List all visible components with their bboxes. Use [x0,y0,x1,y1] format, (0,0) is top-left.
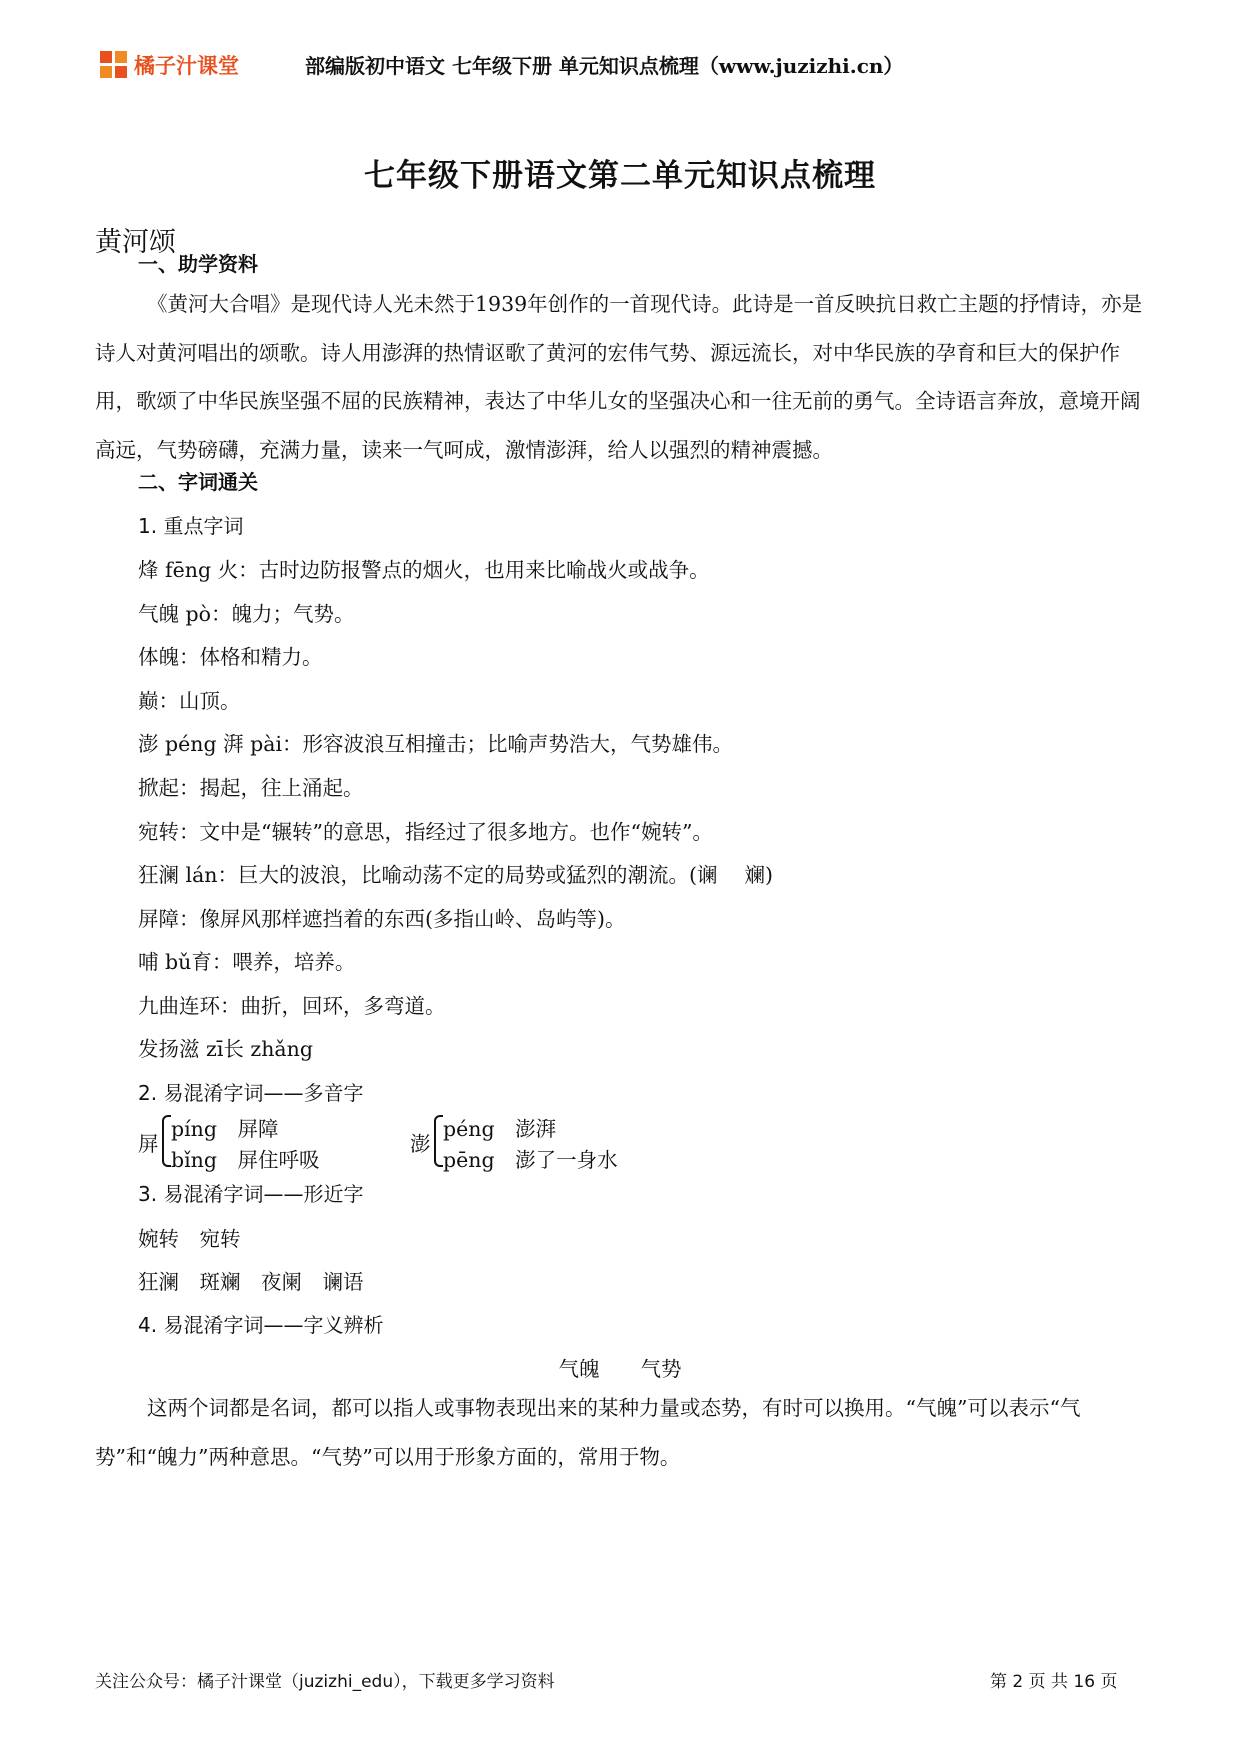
vocab-item: 巅：山顶。 [138,689,241,713]
header-title: 部编版初中语文 七年级下册 单元知识点梳理（www.juzizhi.cn） [305,54,904,78]
heading-study-materials: 一、助学资料 [138,252,258,276]
polyphone-reading: pēng 澎了一身水 [443,1148,618,1172]
similar-chars-line: 婉转 宛转 [138,1227,241,1251]
vocab-item: 狂澜 lán：巨大的波浪，比喻动荡不定的局势或猛烈的潮流。(谰 斓) [138,863,774,887]
word-pair: 气魄 气势 [558,1357,682,1381]
polyphone-char: 澎 [410,1132,431,1156]
vocab-item: 掀起：揭起，往上涌起。 [138,776,364,800]
brace-icon [434,1115,443,1167]
meaning-paragraph: 这两个词都是名词，都可以指人或事物表现出来的某种力量或态势，有时可以换用。“气魄”可以表示“气势”和“魄力”两种意思。“气势”可以用于形象方面的，常用于物。 [95,1396,1081,1469]
heading-vocabulary: 二、字词通关 [138,470,258,494]
page-number: 第 2 页 共 16 页 [990,1672,1118,1692]
intro-paragraph: 《黄河大合唱》是现代诗人光未然于1939年创作的一首现代诗。此诗是一首反映抗日救亡主题的抒情诗，亦是诗人对黄河唱出的颂歌。诗人用澎湃的热情讴歌了黄河的宏伟气势、源远流长，对中华民族的孕育和巨大的保护作用，歌颂了中华民族坚强不屈的民族精神，表达了中华儿女的坚强决心和一往无前的勇气。全诗语言奔放，意境开阔高远，气势磅礴，充满力量，读来一气呵成，激情澎湃，给人以强烈的精神震撼。 [95,292,1143,462]
polyphone-group [138,1112,388,1172]
logo-icon [100,51,128,79]
brand-logo [100,50,239,80]
document-title: 七年级下册语文第二单元知识点梳理 [364,158,876,194]
section-title: 黄河颂 [95,227,176,258]
vocab-item: 九曲连环：曲折，回环，多弯道。 [138,994,446,1018]
vocab-item: 屏障：像屏风那样遮挡着的东西(多指山岭、岛屿等)。 [138,907,626,931]
polyphone-group [410,1112,660,1172]
heading-meaning-analysis: 4. 易混淆字词——字义辨析 [138,1313,384,1337]
vocab-item: 宛转：文中是“辗转”的意思，指经过了很多地方。也作“婉转”。 [138,820,713,844]
heading-key-words: 1. 重点字词 [138,514,244,538]
vocab-item: 气魄 pò：魄力；气势。 [138,602,355,626]
brace-icon [162,1115,171,1167]
vocab-item: 体魄：体格和精力。 [138,645,323,669]
polyphone-reading: píng 屏障 [171,1117,279,1141]
vocab-item: 哺 bǔ育：喂养，培养。 [138,950,356,974]
polyphone-reading: bǐng 屏住呼吸 [171,1148,320,1172]
footer-follow-text: 关注公众号：橘子汁课堂（juzizhi_edu），下载更多学习资料 [95,1672,555,1692]
polyphone-reading: péng 澎湃 [443,1117,557,1141]
polyphone-char: 屏 [138,1132,159,1156]
heading-similar-chars: 3. 易混淆字词——形近字 [138,1182,364,1206]
similar-chars-line: 狂澜 斑斓 夜阑 谰语 [138,1270,364,1294]
vocab-item: 澎 péng 湃 pài：形容波浪互相撞击；比喻声势浩大，气势雄伟。 [138,732,734,756]
heading-polyphones: 2. 易混淆字词——多音字 [138,1081,364,1105]
vocab-item: 烽 fēng 火：古时边防报警点的烟火，也用来比喻战火或战争。 [138,558,710,582]
vocab-item: 发扬滋 zī长 zhǎng [138,1037,313,1061]
logo-text: 橘子汁课堂 [134,54,239,78]
